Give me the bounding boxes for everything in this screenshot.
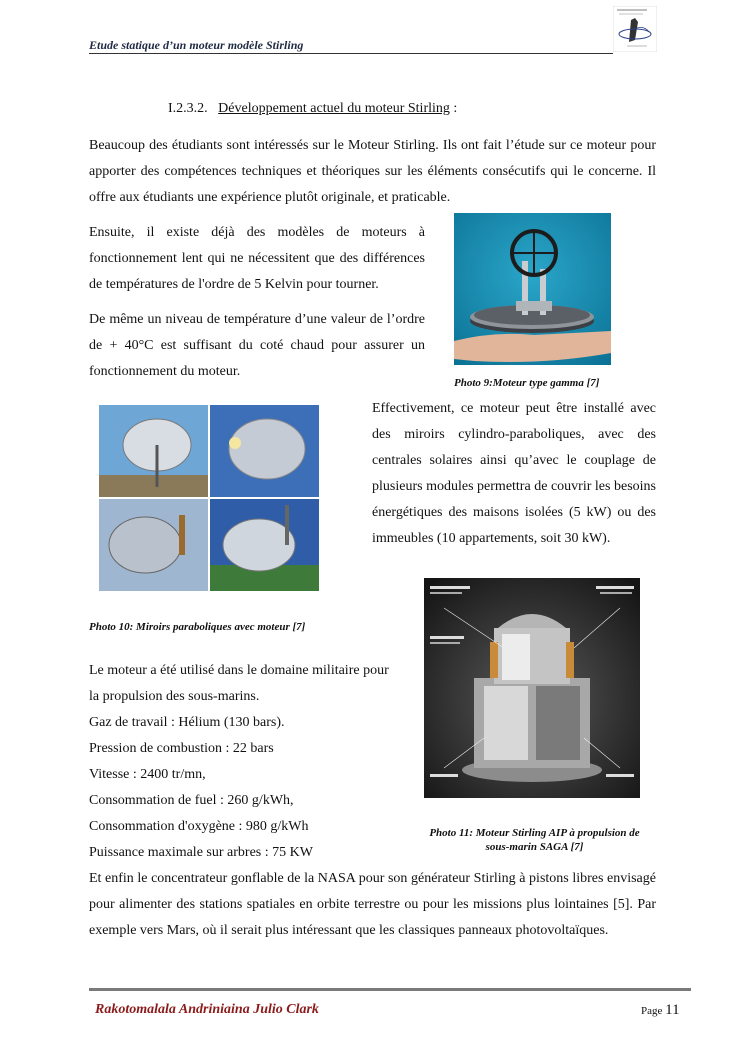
section-title: Développement actuel du moteur Stirling	[218, 101, 450, 116]
spec-line: la propulsion des sous-marins.	[89, 689, 260, 704]
caption-photo-11-line-2: sous-marin SAGA [7]	[485, 841, 584, 853]
caption-photo-11	[412, 826, 657, 854]
header-title: Etude statique d’un moteur modèle Stirling	[89, 38, 304, 52]
engine-specs	[89, 658, 419, 866]
paragraph-nasa: Et enfin le concentrateur gonflable de la NASA pour son générateur Stirling à pistons libres envisagé pour alimenter des stations spatiales en orbite terrestre ou pour les missions plus lointaines [5]. Par exemple vers Mars, où il serait plus intéressant que les classiques panneaux photovoltaïques.	[89, 871, 656, 938]
spec-line: Pression de combustion : 22 bars	[89, 741, 274, 756]
photo-parabolic-mirrors	[99, 405, 319, 591]
spec-line: Consommation d'oxygène : 980 g/kWh	[89, 819, 309, 834]
spec-line: Vitesse : 2400 tr/mn,	[89, 767, 206, 782]
photo-aip-engine	[424, 578, 640, 798]
caption-photo-11-line-1: Photo 11: Moteur Stirling AIP à propulsion de	[429, 827, 640, 839]
paragraph-applications: Effectivement, ce moteur peut être installé avec des miroirs cylindro-paraboliques, avec des centrales solaires ainsi qu’avec le couplage de plusieurs modules permettra de couvrir les besoins énergétiques des maisons isolées (5 kW) ou des immeubles (10 appartements, soit 30 kW).	[372, 401, 656, 546]
paragraph-intro: Beaucoup des étudiants sont intéressés sur le Moteur Stirling. Ils ont fait l’étude sur ce moteur pour apporter des compétences techniques et théoriques sur les éléments consécutifs qui le concerne. Il offre aux étudiants une expérience plutôt originale, et praticable.	[89, 138, 656, 205]
caption-photo-9: Photo 9:Moteur type gamma [7]	[454, 377, 600, 389]
section-number: I.2.3.2.	[168, 101, 208, 116]
photo-gamma-engine	[454, 213, 611, 365]
spec-line: Consommation de fuel : 260 g/kWh,	[89, 793, 294, 808]
section-heading	[168, 101, 457, 117]
caption-photo-10: Photo 10: Miroirs paraboliques avec moteur [7]	[89, 621, 306, 633]
spec-line: Le moteur a été utilisé dans le domaine militaire pour	[89, 663, 389, 678]
university-logo	[613, 6, 657, 52]
footer-author: Rakotomalala Andriniaina Julio Clark	[95, 1002, 319, 1017]
spec-line: Gaz de travail : Hélium (130 bars).	[89, 715, 285, 730]
paragraph-slow-engines: Ensuite, il existe déjà des modèles de moteurs à fonctionnement lent qui ne nécessitent que des différences de températures de l'ordre de 5 Kelvin pour tourner.	[89, 225, 425, 292]
paragraph-temperature: De même un niveau de température d’une valeur de l’ordre de + 40°C est suffisant du coté chaud pour assurer un fonctionnement du moteur.	[89, 312, 425, 379]
section-suffix: :	[449, 101, 458, 116]
page-number-value: 11	[665, 1002, 680, 1018]
footer-rule	[89, 988, 691, 991]
spec-line: Puissance maximale sur arbres : 75 KW	[89, 845, 313, 860]
header-rule	[89, 53, 613, 54]
page-number	[641, 1002, 680, 1019]
page-label: Page	[641, 1005, 663, 1017]
